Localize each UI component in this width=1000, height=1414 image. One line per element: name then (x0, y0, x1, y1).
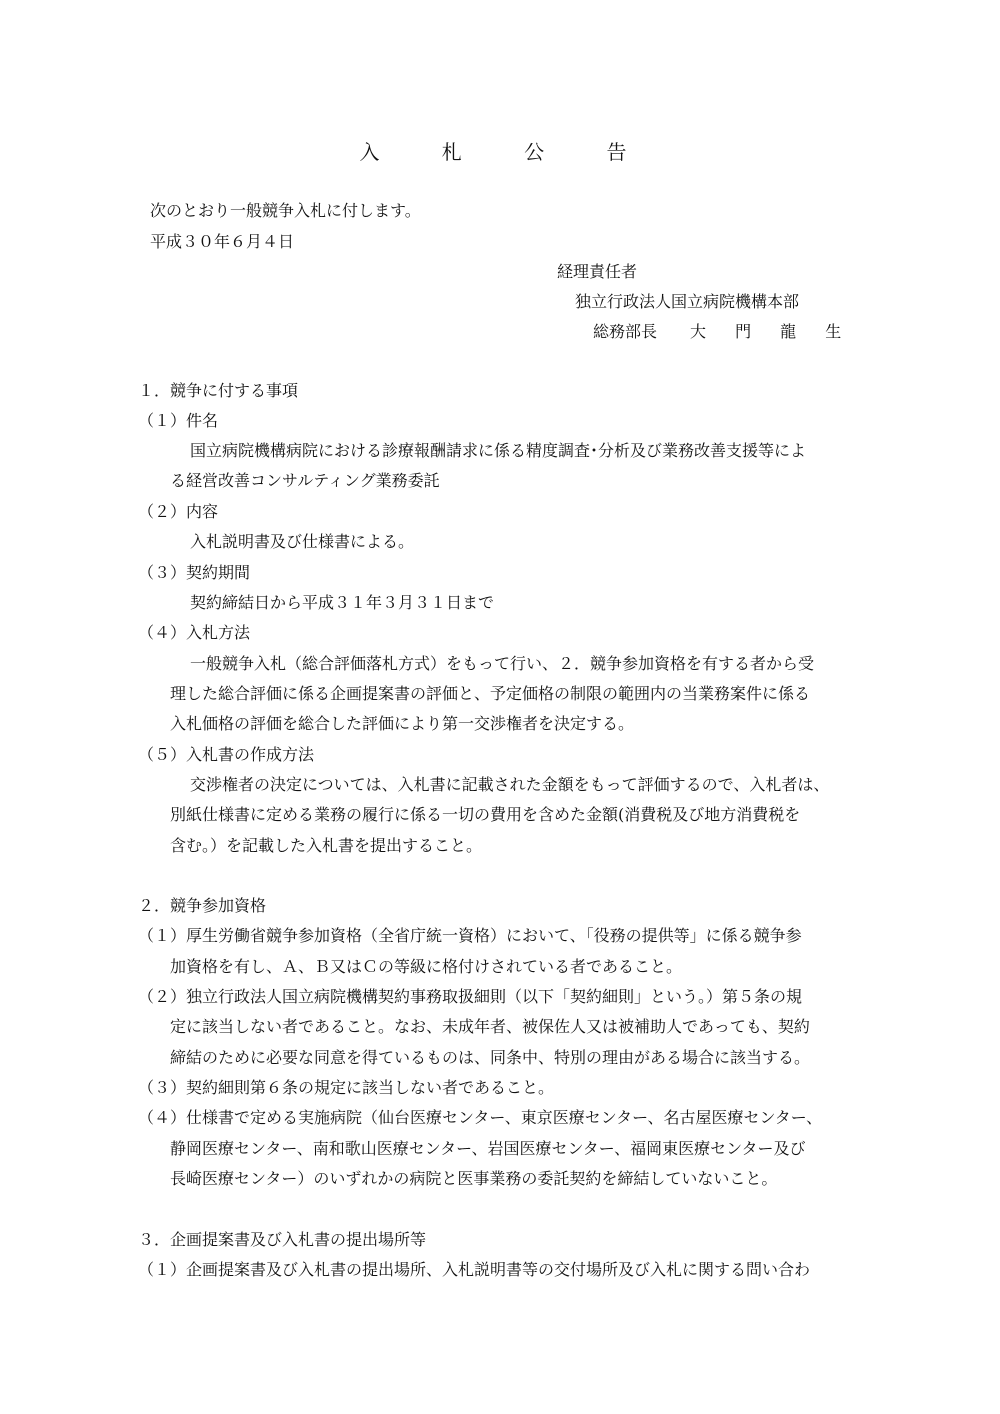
section1-item1-label: （１）件名 (138, 411, 219, 430)
section2-item2-line2: 定に該当しない者であること。なお、未成年者、被保佐人又は被補助人であっても、契約 (170, 1017, 810, 1036)
section1-item5-label: （５）入札書の作成方法 (138, 745, 315, 764)
section3-item1-line1: （１）企画提案書及び入札書の提出場所、入札説明書等の交付場所及び入札に関する問い合わ (138, 1260, 811, 1279)
section2-item1-line2: 加資格を有し、Ａ、Ｂ又はＣの等級に格付けされている者であること。 (170, 957, 683, 976)
section2-item4-line2: 静岡医療センター、南和歌山医療センター、岩国医療センター、福岡東医療センター及び (170, 1139, 806, 1158)
section1-item5-line1: 交渉権者の決定については、入札書に記載された金額をもって評価するので、入札者は、 (190, 775, 830, 794)
section2-item2-line1: （２）独立行政法人国立病院機構契約事務取扱細則（以下「契約細則」という。）第５条の規 (138, 987, 803, 1006)
section1-item2-line1: 入札説明書及び仕様書による。 (190, 532, 415, 551)
issuer-name: 大 門 龍 生 (690, 322, 854, 341)
section1-item4-line2: 理した総合評価に係る企画提案書の評価と、予定価格の制限の範囲内の当業務案件に係る (170, 684, 811, 703)
section2-item4-line1: （４）仕様書で定める実施病院（仙台医療センター、東京医療センター、名古屋医療センター、 (138, 1108, 823, 1127)
section1-item4-line3: 入札価格の評価を総合した評価により第一交渉権者を決定する。 (170, 714, 635, 733)
issue-date: 平成３０年６月４日 (150, 232, 295, 251)
intro-text: 次のとおり一般競争入札に付します。 (150, 201, 421, 220)
issuer-organization: 独立行政法人国立病院機構本部 (575, 292, 800, 311)
section1-item4-label: （４）入札方法 (138, 623, 251, 642)
section1-item1-line2: る経営改善コンサルティング業務委託 (170, 471, 440, 490)
issuer-role: 経理責任者 (557, 262, 638, 281)
section1-heading: １．競争に付する事項 (138, 381, 299, 400)
issuer-position: 総務部長 (593, 322, 658, 341)
section1-item4-line1: 一般競争入札（総合評価落札方式）をもって行い、２．競争参加資格を有する者から受 (190, 654, 815, 673)
section3-heading: ３．企画提案書及び入札書の提出場所等 (138, 1230, 427, 1249)
section2-item4-line3: 長崎医療センター）のいずれかの病院と医事業務の委託契約を締結していないこと。 (170, 1169, 778, 1188)
section1-item3-line1: 契約締結日から平成３１年３月３１日まで (190, 593, 495, 612)
section1-item5-line2: 別紙仕様書に定める業務の履行に係る一切の費用を含めた金額(消費税及び地方消費税を (170, 805, 801, 824)
section2-item3-line1: （３）契約細則第６条の規定に該当しない者であること。 (138, 1078, 555, 1097)
section1-item2-label: （２）内容 (138, 502, 219, 521)
section2-item1-line1: （１）厚生労働省競争参加資格（全省庁統一資格）において、「役務の提供等」に係る競争参 (138, 926, 802, 945)
section1-item3-label: （３）契約期間 (138, 563, 251, 582)
section1-item1-line1: 国立病院機構病院における診療報酬請求に係る精度調査･分析及び業務改善支援等によ (190, 441, 807, 460)
section2-heading: ２．競争参加資格 (138, 896, 267, 915)
document-title: 入 札 公 告 (359, 140, 655, 164)
section2-item2-line3: 締結のために必要な同意を得ているものは、同条中、特別の理由がある場合に該当する。 (170, 1048, 811, 1067)
section1-item5-line3: 含む。）を記載した入札書を提出すること。 (170, 836, 483, 855)
